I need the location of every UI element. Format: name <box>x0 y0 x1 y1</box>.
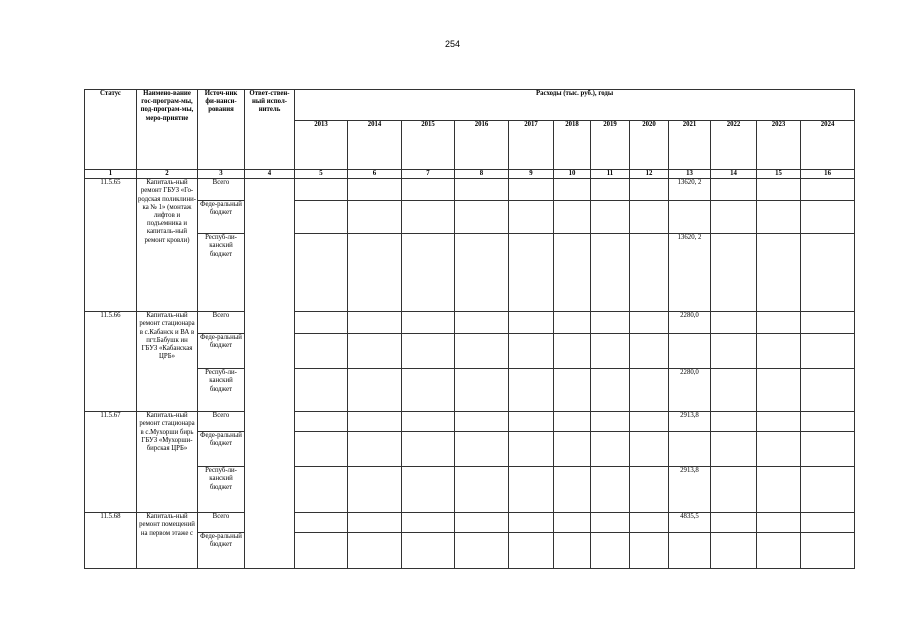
column-number: 14 <box>711 170 757 179</box>
value-2021: 2280,0 <box>669 369 711 412</box>
value-cell-2013 <box>295 369 348 412</box>
value-cell-2024 <box>801 334 855 369</box>
value-cell-2020 <box>630 412 669 432</box>
value-cell-2024 <box>801 432 855 467</box>
status-code: 11.5.68 <box>85 513 137 569</box>
year-header-2014: 2014 <box>348 121 402 170</box>
value-cell-2019 <box>591 179 630 201</box>
value-cell-2017 <box>509 179 554 201</box>
column-number-row <box>85 170 855 179</box>
value-cell-2014 <box>348 467 402 513</box>
table-row <box>85 201 855 234</box>
value-cell-2015 <box>402 369 455 412</box>
value-cell-2024 <box>801 234 855 312</box>
header-expenses: Расходы (тыс. руб.), годы <box>295 90 855 121</box>
value-cell-2024 <box>801 513 855 533</box>
value-cell-2019 <box>591 513 630 533</box>
value-cell-2018 <box>554 467 591 513</box>
year-header-2016: 2016 <box>455 121 509 170</box>
measure-name: Капиталь-ный ремонт стационара в с.Кабанск и ВА в пгт.Бабушк ин ГБУЗ «Кабанская ЦРБ» <box>137 312 198 412</box>
value-cell-2015 <box>402 432 455 467</box>
year-header-2020: 2020 <box>630 121 669 170</box>
value-cell-2022 <box>711 369 757 412</box>
column-number: 3 <box>198 170 245 179</box>
value-cell-2022 <box>711 432 757 467</box>
value-cell-2020 <box>630 369 669 412</box>
column-number: 8 <box>455 170 509 179</box>
value-cell-2024 <box>801 312 855 334</box>
status-code: 11.5.65 <box>85 179 137 312</box>
value-cell-2013 <box>295 432 348 467</box>
value-cell-2018 <box>554 432 591 467</box>
column-number: 4 <box>245 170 295 179</box>
value-cell-2023 <box>757 201 801 234</box>
value-cell-2023 <box>757 179 801 201</box>
value-cell-2020 <box>630 533 669 569</box>
measure-name: Капиталь-ный ремонт ГБУЗ «Го-родская поликлини-ка № 1» (монтаж лифтов и подъемника и капиталь-ный ремонт кровли) <box>137 179 198 312</box>
value-cell-2018 <box>554 234 591 312</box>
column-number: 7 <box>402 170 455 179</box>
value-cell-2013 <box>295 533 348 569</box>
value-cell-2015 <box>402 179 455 201</box>
value-cell-2024 <box>801 467 855 513</box>
value-cell-2023 <box>757 412 801 432</box>
value-cell-2018 <box>554 312 591 334</box>
value-cell-2013 <box>295 201 348 234</box>
value-cell-2017 <box>509 312 554 334</box>
funding-source: Респуб-ли-канский бюджет <box>198 467 245 513</box>
value-cell-2016 <box>455 179 509 201</box>
value-cell-2016 <box>455 334 509 369</box>
table-row <box>85 467 855 513</box>
value-cell-2022 <box>711 312 757 334</box>
value-cell-2016 <box>455 432 509 467</box>
value-cell-2020 <box>630 334 669 369</box>
page-number: 254 <box>444 39 461 49</box>
value-cell-2015 <box>402 234 455 312</box>
column-number: 1 <box>85 170 137 179</box>
column-number: 9 <box>509 170 554 179</box>
value-cell-2016 <box>455 513 509 533</box>
table-row <box>85 179 855 201</box>
value-cell-2015 <box>402 334 455 369</box>
value-cell-2015 <box>402 312 455 334</box>
table-row <box>85 369 855 412</box>
value-cell-2023 <box>757 467 801 513</box>
value-2021: 2913,8 <box>669 412 711 432</box>
table-row <box>85 334 855 369</box>
header-executor: Ответ-ствен-ный испол-нитель <box>245 90 295 170</box>
year-header-2022: 2022 <box>711 121 757 170</box>
value-cell-2018 <box>554 369 591 412</box>
funding-source: Феде-ральный бюджет <box>198 201 245 234</box>
table-row <box>85 533 855 569</box>
value-cell-2022 <box>711 234 757 312</box>
value-2021: 13620, 2 <box>669 234 711 312</box>
value-2021: 2280,0 <box>669 312 711 334</box>
funding-source: Респуб-ли-канский бюджет <box>198 369 245 412</box>
value-cell-2014 <box>348 432 402 467</box>
value-cell-2014 <box>348 412 402 432</box>
column-number: 13 <box>669 170 711 179</box>
funding-source: Феде-ральный бюджет <box>198 533 245 569</box>
column-number: 5 <box>295 170 348 179</box>
column-number: 6 <box>348 170 402 179</box>
value-cell-2018 <box>554 201 591 234</box>
column-number: 16 <box>801 170 855 179</box>
status-code: 11.5.66 <box>85 312 137 412</box>
status-code: 11.5.67 <box>85 412 137 513</box>
value-2021: 13620, 2 <box>669 179 711 201</box>
value-cell-2017 <box>509 513 554 533</box>
header-name: Наимено-вание гос-програм-мы, под-програм-мы, меро-приятие <box>137 90 198 170</box>
value-cell-2017 <box>509 467 554 513</box>
value-cell-2020 <box>630 234 669 312</box>
value-cell-2024 <box>801 201 855 234</box>
column-number: 2 <box>137 170 198 179</box>
table-row <box>85 312 855 334</box>
year-header-2018: 2018 <box>554 121 591 170</box>
value-cell-2013 <box>295 412 348 432</box>
value-cell-2014 <box>348 312 402 334</box>
value-cell-2019 <box>591 201 630 234</box>
value-cell-2022 <box>711 412 757 432</box>
value-cell-2017 <box>509 533 554 569</box>
table-row <box>85 513 855 533</box>
year-header-2017: 2017 <box>509 121 554 170</box>
value-cell-2023 <box>757 334 801 369</box>
value-cell-2019 <box>591 234 630 312</box>
value-cell-2023 <box>757 369 801 412</box>
funding-source: Феде-ральный бюджет <box>198 432 245 467</box>
value-cell-2019 <box>591 533 630 569</box>
measure-name: Капиталь-ный ремонт стационара в с.Мухорши бирь ГБУЗ «Мухорши-бирская ЦРБ» <box>137 412 198 513</box>
value-cell-2013 <box>295 334 348 369</box>
value-cell-2014 <box>348 201 402 234</box>
value-cell-2016 <box>455 412 509 432</box>
value-cell-2023 <box>757 432 801 467</box>
value-2021 <box>669 533 711 569</box>
value-cell-2022 <box>711 513 757 533</box>
funding-source: Всего <box>198 179 245 201</box>
value-cell-2023 <box>757 513 801 533</box>
value-cell-2014 <box>348 513 402 533</box>
header-source: Источ-ник фи-нанси-рования <box>198 90 245 170</box>
value-cell-2022 <box>711 201 757 234</box>
value-cell-2017 <box>509 432 554 467</box>
header-row <box>85 90 855 121</box>
value-cell-2014 <box>348 533 402 569</box>
value-cell-2018 <box>554 513 591 533</box>
value-cell-2024 <box>801 412 855 432</box>
value-cell-2019 <box>591 412 630 432</box>
value-cell-2020 <box>630 432 669 467</box>
value-cell-2017 <box>509 369 554 412</box>
column-number: 11 <box>591 170 630 179</box>
funding-source: Всего <box>198 513 245 533</box>
value-cell-2013 <box>295 234 348 312</box>
year-header-2019: 2019 <box>591 121 630 170</box>
value-cell-2019 <box>591 369 630 412</box>
value-cell-2024 <box>801 533 855 569</box>
value-cell-2022 <box>711 179 757 201</box>
value-cell-2014 <box>348 334 402 369</box>
value-cell-2016 <box>455 312 509 334</box>
year-header-2024: 2024 <box>801 121 855 170</box>
value-cell-2020 <box>630 179 669 201</box>
value-cell-2016 <box>455 369 509 412</box>
value-cell-2018 <box>554 412 591 432</box>
value-cell-2016 <box>455 533 509 569</box>
value-cell-2013 <box>295 179 348 201</box>
value-cell-2023 <box>757 312 801 334</box>
value-cell-2018 <box>554 533 591 569</box>
value-cell-2020 <box>630 513 669 533</box>
year-header-2021: 2021 <box>669 121 711 170</box>
value-cell-2015 <box>402 467 455 513</box>
value-cell-2019 <box>591 467 630 513</box>
value-cell-2013 <box>295 467 348 513</box>
funding-source: Всего <box>198 412 245 432</box>
value-cell-2020 <box>630 312 669 334</box>
value-2021: 2913,8 <box>669 467 711 513</box>
expenses-table <box>84 89 855 569</box>
value-cell-2020 <box>630 201 669 234</box>
table-row <box>85 412 855 432</box>
value-cell-2019 <box>591 432 630 467</box>
value-cell-2019 <box>591 334 630 369</box>
table-row <box>85 432 855 467</box>
value-cell-2017 <box>509 334 554 369</box>
funding-source: Всего <box>198 312 245 334</box>
value-cell-2024 <box>801 369 855 412</box>
value-2021 <box>669 334 711 369</box>
funding-source: Феде-ральный бюджет <box>198 334 245 369</box>
year-header-2013: 2013 <box>295 121 348 170</box>
value-cell-2013 <box>295 312 348 334</box>
value-cell-2015 <box>402 513 455 533</box>
value-cell-2020 <box>630 467 669 513</box>
executor-cell <box>245 179 295 569</box>
column-number: 12 <box>630 170 669 179</box>
value-2021: 4835,5 <box>669 513 711 533</box>
value-cell-2014 <box>348 179 402 201</box>
value-2021 <box>669 201 711 234</box>
year-header-2015: 2015 <box>402 121 455 170</box>
measure-name: Капиталь-ный ремонт помещений на первом этаже с <box>137 513 198 569</box>
value-cell-2022 <box>711 334 757 369</box>
value-cell-2015 <box>402 201 455 234</box>
value-cell-2015 <box>402 533 455 569</box>
value-2021 <box>669 432 711 467</box>
value-cell-2016 <box>455 467 509 513</box>
value-cell-2019 <box>591 312 630 334</box>
value-cell-2023 <box>757 234 801 312</box>
table-row <box>85 234 855 312</box>
value-cell-2015 <box>402 412 455 432</box>
value-cell-2018 <box>554 179 591 201</box>
value-cell-2014 <box>348 369 402 412</box>
value-cell-2016 <box>455 201 509 234</box>
value-cell-2023 <box>757 533 801 569</box>
header-status: Статус <box>85 90 137 170</box>
column-number: 15 <box>757 170 801 179</box>
value-cell-2013 <box>295 513 348 533</box>
value-cell-2022 <box>711 467 757 513</box>
value-cell-2024 <box>801 179 855 201</box>
value-cell-2022 <box>711 533 757 569</box>
column-number: 10 <box>554 170 591 179</box>
funding-source: Респуб-ли-канский бюджет <box>198 234 245 312</box>
value-cell-2017 <box>509 234 554 312</box>
value-cell-2014 <box>348 234 402 312</box>
value-cell-2018 <box>554 334 591 369</box>
year-header-2023: 2023 <box>757 121 801 170</box>
value-cell-2017 <box>509 201 554 234</box>
value-cell-2016 <box>455 234 509 312</box>
value-cell-2017 <box>509 412 554 432</box>
